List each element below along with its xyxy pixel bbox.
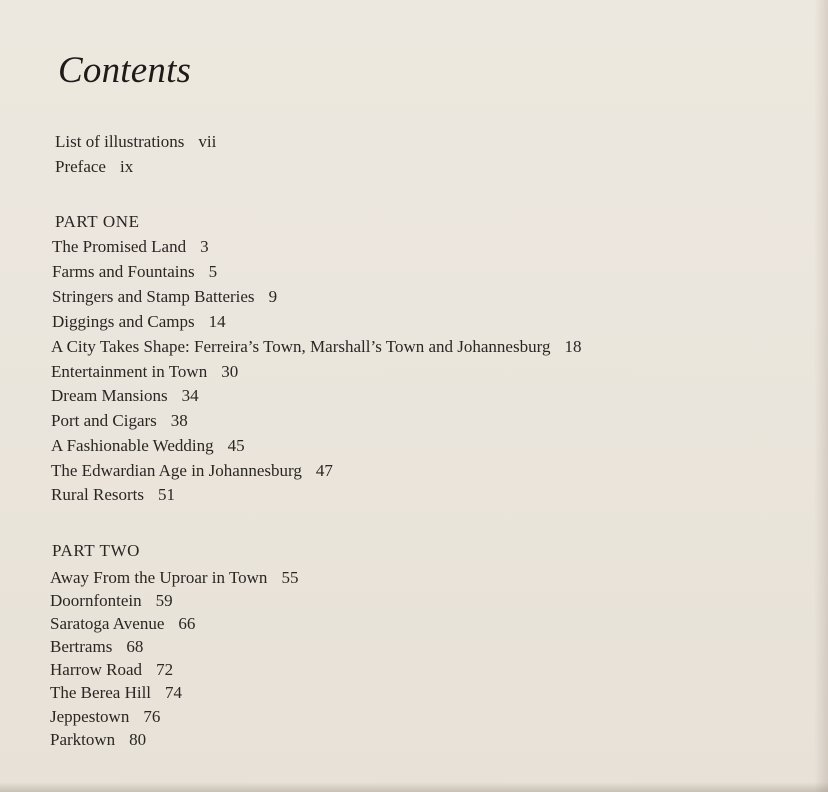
toc-entry-page: 74 xyxy=(165,683,183,702)
toc-entry-title: Saratoga Avenue xyxy=(50,614,165,633)
toc-entry-page: 76 xyxy=(143,707,161,726)
toc-entry-page: 80 xyxy=(129,730,147,749)
toc-entry xyxy=(50,661,173,678)
page-edge-shadow-bottom xyxy=(0,782,828,792)
page-edge-shadow-right xyxy=(814,0,828,792)
toc-entry xyxy=(52,288,277,305)
toc-entry-title: Doornfontein xyxy=(50,591,142,610)
toc-entry-page: vii xyxy=(198,132,217,151)
toc-entry-title: A City Takes Shape: Ferreira’s Town, Marshall’s Town and Johannesburg xyxy=(51,337,551,356)
toc-entry xyxy=(51,412,188,429)
toc-entry xyxy=(51,462,333,479)
toc-entry-title: The Promised Land xyxy=(52,237,187,256)
toc-entry-page: 51 xyxy=(158,485,176,504)
toc-entry-title: Dream Mansions xyxy=(51,386,168,405)
toc-entry-title: Jeppestown xyxy=(50,707,130,726)
toc-entry-page: 45 xyxy=(227,436,245,455)
page-title: Contents xyxy=(58,50,192,91)
toc-entry-page: 5 xyxy=(208,262,218,281)
toc-entry-title: Farms and Fountains xyxy=(52,262,195,281)
toc-entry xyxy=(51,486,175,503)
toc-entry-page: 47 xyxy=(315,461,333,480)
toc-entry xyxy=(50,638,143,655)
toc-entry-list-of-illustrations xyxy=(55,133,216,150)
toc-entry xyxy=(50,615,195,632)
part-two-heading: PART TWO xyxy=(52,541,141,560)
toc-entry-title: Parktown xyxy=(50,730,116,749)
part-one-heading: PART ONE xyxy=(55,212,140,231)
toc-entry xyxy=(52,263,217,280)
toc-entry-page: 59 xyxy=(155,591,173,610)
toc-entry xyxy=(51,437,245,454)
toc-entry-title: The Berea Hill xyxy=(50,683,152,702)
toc-entry-title: Entertainment in Town xyxy=(51,362,208,381)
toc-entry-page: 34 xyxy=(181,386,199,405)
toc-entry xyxy=(50,708,160,725)
toc-entry-title: Away From the Uproar in Town xyxy=(50,568,268,587)
toc-entry-title: Preface xyxy=(55,157,106,176)
toc-entry-title: Stringers and Stamp Batteries xyxy=(52,287,255,306)
toc-entry xyxy=(50,684,182,701)
toc-entry-title: List of illustrations xyxy=(55,132,185,151)
toc-entry-page: 9 xyxy=(268,287,278,306)
toc-entry xyxy=(52,313,226,330)
toc-entry-title: Harrow Road xyxy=(50,660,143,679)
toc-entry-page: 30 xyxy=(221,362,239,381)
toc-entry-page: ix xyxy=(119,157,134,176)
toc-entry-title: A Fashionable Wedding xyxy=(51,436,214,455)
toc-entry xyxy=(50,731,146,748)
toc-entry xyxy=(50,569,298,586)
toc-entry-title: The Edwardian Age in Johannesburg xyxy=(51,461,302,480)
toc-entry-page: 55 xyxy=(281,568,299,587)
toc-entry-title: Rural Resorts xyxy=(51,485,145,504)
toc-entry-page: 68 xyxy=(126,637,144,656)
toc-entry-page: 3 xyxy=(200,237,209,256)
toc-entry xyxy=(52,238,209,255)
toc-entry xyxy=(51,387,199,404)
toc-entry-page: 14 xyxy=(208,312,226,331)
toc-entry-title: Diggings and Camps xyxy=(52,312,195,331)
toc-entry xyxy=(51,363,238,380)
toc-entry-page: 18 xyxy=(564,337,582,356)
toc-entry-page: 66 xyxy=(178,614,196,633)
toc-entry-title: Bertrams xyxy=(50,637,113,656)
toc-entry xyxy=(50,592,173,609)
toc-entry-page: 38 xyxy=(170,411,188,430)
toc-entry-page: 72 xyxy=(156,660,174,679)
toc-entry-preface xyxy=(55,158,133,175)
toc-entry xyxy=(51,338,581,355)
toc-entry-title: Port and Cigars xyxy=(51,411,157,430)
